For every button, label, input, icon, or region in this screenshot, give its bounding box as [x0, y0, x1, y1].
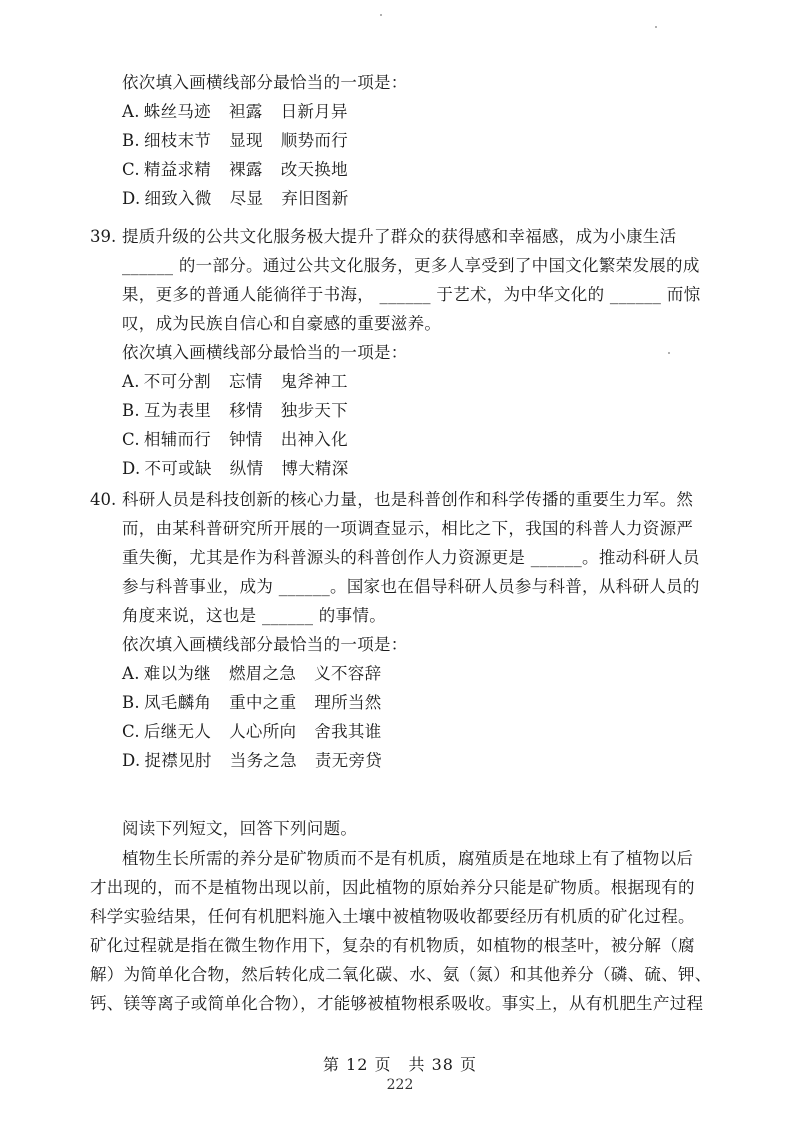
q39-stem-line: ______ 的一部分。通过公共文化服务，更多人享受到了中国文化繁荣发展的成 — [122, 256, 700, 275]
option-word: 不可或缺 — [144, 459, 212, 478]
q39-stem-line: 果，更多的普通人能徜徉于书海， ______ 于艺术，为中华文化的 ______ 而惊 — [122, 285, 701, 304]
option-letter: C. — [122, 722, 140, 741]
reading-paragraph-line: 矿化过程就是指在微生物作用下，复杂的有机物质，如植物的根茎叶，被分解（腐 — [90, 936, 695, 955]
option-word: 舍我其谁 — [314, 722, 382, 741]
option-word: 相辅而行 — [143, 430, 212, 449]
q39-stem-line: 提质升级的公共文化服务极大提升了群众的获得感和幸福感，成为小康生活 — [122, 227, 677, 246]
option-word: 显现 — [229, 131, 263, 150]
q39-option-c — [122, 429, 366, 451]
q40-option-c — [122, 721, 400, 743]
option-word: 裸露 — [229, 160, 263, 179]
q39-option-b — [122, 400, 366, 422]
question-number: 39. — [90, 227, 117, 246]
q39-option-d — [122, 458, 367, 480]
option-word: 尽显 — [229, 189, 264, 208]
q40-option-a — [122, 663, 399, 685]
option-word: 钟情 — [229, 430, 263, 449]
option-word: 凤毛麟角 — [143, 693, 212, 712]
option-word: 后继无人 — [143, 722, 212, 741]
q40-stem-line: 而，由某科普研究所开展的一项调查显示，相比之下，我国的科普人力资源严 — [122, 519, 694, 538]
option-word: 理所当然 — [314, 693, 382, 712]
q39-option-a — [122, 371, 366, 393]
option-word: 纵情 — [229, 459, 264, 478]
page-number: 222 — [386, 1077, 414, 1093]
option-word: 细致入微 — [144, 189, 212, 208]
option-word: 当务之急 — [229, 751, 297, 770]
option-letter: B. — [122, 693, 140, 712]
option-word: 责无旁贷 — [314, 751, 383, 770]
option-letter: A. — [122, 102, 140, 121]
option-word: 重中之重 — [229, 693, 297, 712]
option-word: 袒露 — [228, 102, 263, 121]
q40-option-d — [122, 750, 400, 772]
option-word: 捉襟见肘 — [144, 751, 212, 770]
option-letter: A. — [122, 372, 140, 391]
option-word: 精益求精 — [143, 160, 212, 179]
reading-paragraph-line: 解）为简单化合物，然后转化成二氧化碳、水、氨（氮）和其他养分（磷、硫、钾、 — [90, 965, 712, 984]
option-letter: B. — [122, 401, 140, 420]
reading-paragraph-line: 科学实验结果，任何有机肥料施入土壤中被植物吸收都要经历有机质的矿化过程。 — [90, 907, 695, 926]
option-letter: C. — [122, 160, 140, 179]
option-word: 移情 — [229, 401, 263, 420]
option-letter: A. — [122, 664, 140, 683]
q38-prompt: 依次填入画横线部分最恰当的一项是： — [122, 73, 408, 92]
option-word: 蛛丝马迹 — [143, 102, 211, 121]
option-word: 顺势而行 — [280, 131, 348, 150]
q38-option-c — [122, 159, 366, 181]
scan-speck — [655, 26, 657, 28]
option-word: 出神入化 — [280, 430, 348, 449]
option-letter: B. — [122, 131, 140, 150]
q40-stem-line: 参与科普事业，成为 ______。国家也在倡导科研人员参与科普，从科研人员的 — [122, 577, 700, 596]
option-word: 人心所向 — [229, 722, 297, 741]
scan-speck — [380, 14, 382, 16]
option-word: 燃眉之急 — [228, 664, 297, 683]
option-word: 独步天下 — [280, 401, 348, 420]
option-letter: C. — [122, 430, 140, 449]
option-word: 义不容辞 — [314, 664, 382, 683]
q39-stem-line: 叹，成为民族自信心和自豪感的重要滋养。 — [122, 314, 442, 333]
option-word: 鬼斧神工 — [280, 372, 348, 391]
q40-stem-line: 重失衡，尤其是作为科普源头的科普创作人力资源更是 ______。推动科研人员 — [122, 548, 700, 567]
option-word: 弃旧图新 — [281, 189, 349, 208]
option-word: 日新月异 — [280, 102, 348, 121]
reading-intro: 阅读下列短文，回答下列问题。 — [122, 819, 358, 838]
q40-stem-line: 角度来说，这也是 ______ 的事情。 — [122, 606, 386, 625]
reading-paragraph-line: 钙、镁等离子或简单化合物），才能够被植物根系吸收。事实上，从有机肥生产过程 — [90, 994, 704, 1013]
option-word: 细枝末节 — [143, 131, 212, 150]
scan-speck — [668, 352, 670, 354]
option-word: 难以为继 — [143, 664, 211, 683]
reading-paragraph-line: 植物生长所需的养分是矿物质而不是有机质，腐殖质是在地球上有了植物以后 — [122, 849, 694, 868]
option-word: 改天换地 — [280, 160, 348, 179]
q38-option-b — [122, 130, 366, 152]
option-word: 忘情 — [228, 372, 263, 391]
q38-option-d — [122, 188, 367, 210]
option-word: 互为表里 — [143, 401, 212, 420]
q40-option-b — [122, 692, 400, 714]
q38-option-a — [122, 101, 366, 123]
q40-stem-line: 科研人员是科技创新的核心力量，也是科普创作和科学传播的重要生力军。然 — [122, 490, 694, 509]
q39-prompt: 依次填入画横线部分最恰当的一项是： — [122, 343, 408, 362]
option-letter: D. — [122, 459, 141, 478]
option-letter: D. — [122, 189, 141, 208]
question-number: 40. — [90, 490, 117, 509]
option-letter: D. — [122, 751, 141, 770]
option-word: 博大精深 — [281, 459, 349, 478]
q40-prompt: 依次填入画横线部分最恰当的一项是： — [122, 635, 408, 654]
reading-paragraph-line: 才出现的，而不是植物出现以前，因此植物的原始养分只能是矿物质。根据现有的 — [90, 878, 695, 897]
option-word: 不可分割 — [143, 372, 211, 391]
page-label: 第 12 页 共 38 页 — [322, 1055, 478, 1074]
